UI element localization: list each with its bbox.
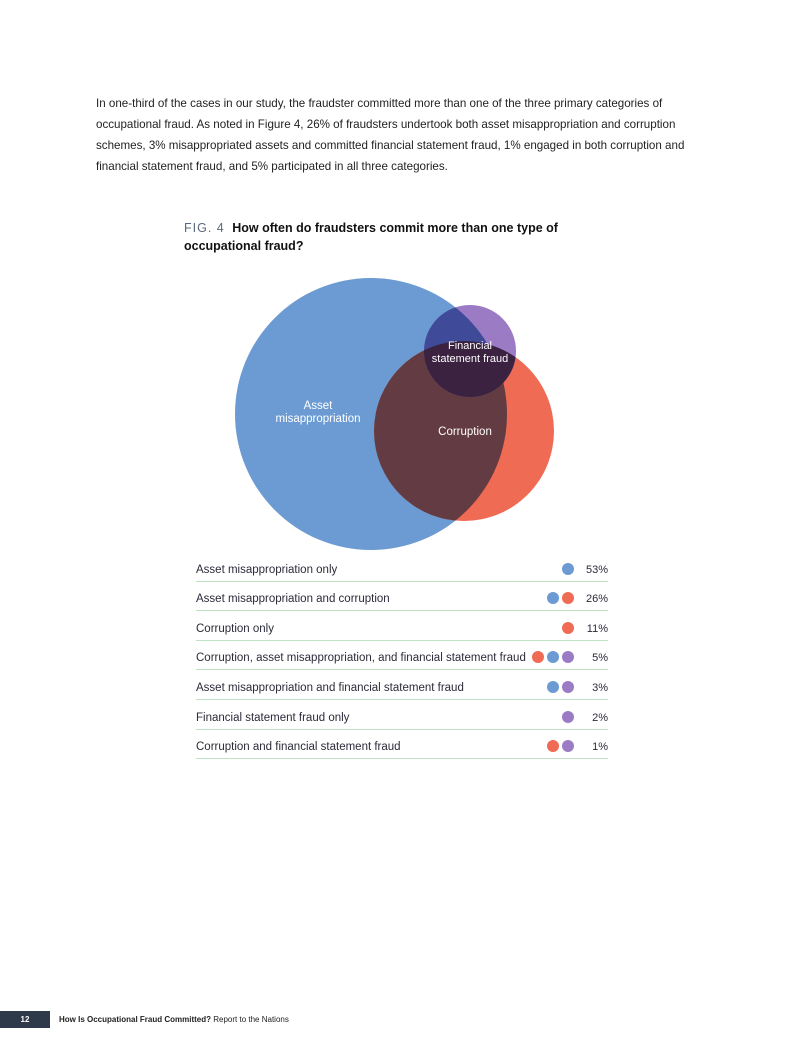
financial-dot [562, 740, 574, 752]
corruption-dot [547, 740, 559, 752]
row-label: Asset misappropriation and financial statement fraud [196, 681, 464, 694]
fraud-combination-table [196, 552, 608, 759]
row-percent: 5% [592, 652, 608, 665]
corruption-dot [562, 592, 574, 604]
table-row [196, 670, 608, 700]
footer-subtitle: Report to the Nations [213, 1015, 289, 1024]
financial-dot [562, 681, 574, 693]
row-dots [562, 622, 574, 634]
financial-label-line1: Financial [447, 340, 493, 352]
row-percent: 2% [592, 711, 608, 724]
row-percent: 11% [586, 622, 608, 635]
row-dots [547, 740, 574, 752]
row-percent: 26% [585, 593, 608, 606]
row-dots [532, 651, 574, 663]
table-row [196, 700, 608, 730]
row-label: Corruption only [196, 622, 274, 635]
asset-dot [547, 651, 559, 663]
figure-number: FIG. 4 [184, 221, 225, 235]
corruption-dot [532, 651, 544, 663]
table-row [196, 552, 608, 582]
row-dots [547, 592, 574, 604]
financial-dot [562, 711, 574, 723]
row-percent: 53% [585, 563, 608, 576]
row-dots [562, 711, 574, 723]
financial-label-line2: statement fraud [431, 353, 509, 365]
page-footer [0, 1011, 600, 1028]
table-row [196, 641, 608, 671]
asset-label-line1: Asset [303, 400, 333, 412]
footer-report-title: How Is Occupational Fraud Committed? [59, 1015, 212, 1024]
row-label: Financial statement fraud only [196, 711, 350, 724]
row-label: Corruption and financial statement fraud [196, 741, 401, 754]
corruption-label: Corruption [438, 426, 492, 438]
figure-heading: How often do fraudsters commit more than one type of occupational fraud? [184, 221, 558, 253]
row-label: Corruption, asset misappropriation, and financial statement fraud [196, 652, 526, 665]
asset-dot [562, 563, 574, 575]
row-percent: 1% [592, 741, 608, 754]
table-row [196, 730, 608, 760]
row-label: Asset misappropriation only [196, 563, 338, 576]
asset-label-line2: misappropriation [275, 413, 361, 425]
asset-dot [547, 681, 559, 693]
row-percent: 3% [592, 681, 608, 694]
row-label: Asset misappropriation and corruption [196, 593, 390, 606]
corruption-dot [562, 622, 574, 634]
page-number: 12 [0, 1011, 50, 1028]
table-row [196, 611, 608, 641]
row-dots [547, 681, 574, 693]
row-dots [562, 563, 574, 575]
asset-dot [547, 592, 559, 604]
table-row [196, 582, 608, 612]
footer-title [59, 1015, 289, 1024]
financial-dot [562, 651, 574, 663]
intro-paragraph: In one-third of the cases in our study, the fraudster committed more than one of the three primary categories of occupational fraud. As noted in Figure 4, 26% of fraudsters undertook both asset misappropriation and corruption schemes, 3% misappropriated assets and committed financial statement fraud, 1% engaged in both corruption and financial statement fraud, and 5% participated in all three categories. [96, 97, 685, 173]
